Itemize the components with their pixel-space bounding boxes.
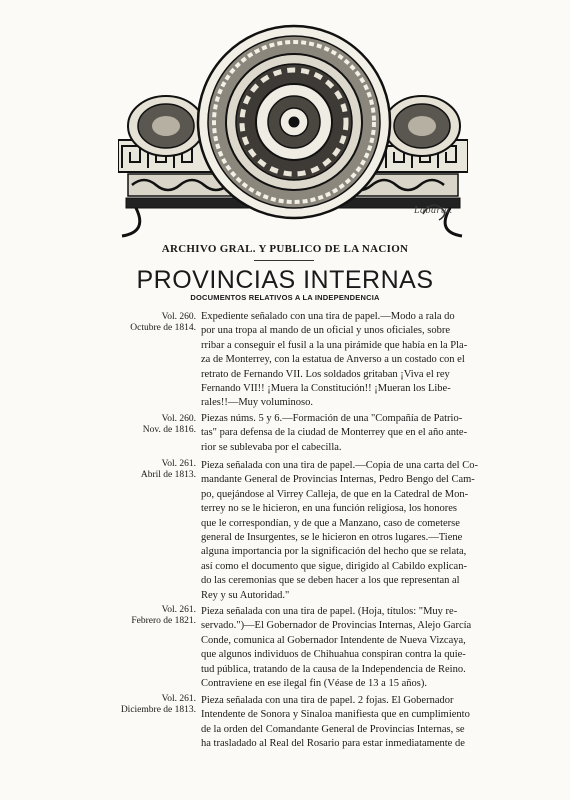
entry-label <box>100 459 196 481</box>
entry-line: Pieza señalada con una tira de papel. 2 fojas. El Gobernador <box>201 695 454 706</box>
entry-text <box>201 459 497 603</box>
entry-line: mandante General de Provincias Internas, Pedro Bengo del Cam- <box>201 474 475 486</box>
entry-line: po, quejándose al Virrey Calleja, de que en la Catedral de Mon- <box>201 488 469 500</box>
entry-line: Intendente de Sonora y Sinaloa manifiesta que en cumplimiento <box>201 709 470 721</box>
entry-volume: Vol. 261. <box>161 694 196 704</box>
entry-line: Conde, comunica al Gobernador Intendente de Nueva Vizcaya, <box>201 634 466 646</box>
entry-date: Diciembre de 1813. <box>120 705 196 715</box>
entry-line: alguna importancia por la significación del hecho que se relata, <box>201 546 467 558</box>
entry-5 <box>100 694 500 756</box>
engraver-signature: Labarta. <box>414 205 453 216</box>
entry-volume: Vol. 260. <box>161 312 196 322</box>
entry-text <box>201 694 497 752</box>
entry-line: tud pública, tratando de la causa de la Independencia de Reino. <box>201 663 466 675</box>
title-divider <box>254 260 314 261</box>
entry-line: rribar a conseguir el fusil a la una pirámide que había en la Pla- <box>201 339 468 351</box>
entry-line: Fernando VII!! ¡Muera la Constitución!! ¡Mueran los Libe- <box>201 383 451 395</box>
page-title: PROVINCIAS INTERNAS <box>136 266 434 294</box>
entry-date: Abril de 1813. <box>140 470 196 480</box>
entry-label <box>100 312 196 334</box>
entry-line: de la orden del Comandante General de Provincias Internas, se <box>201 723 465 735</box>
entry-volume: Vol. 261. <box>161 605 196 615</box>
entry-line: servado.")—El Gobernador de Provincias Internas, Alejo García <box>201 620 472 632</box>
entry-line: terrey no se le hicieron, en una función religiosa, los honores <box>201 503 458 515</box>
entry-line: Contraviene en ese ilegal fin (Véase de 13 a 15 años). <box>201 678 427 690</box>
entry-text <box>201 412 497 455</box>
entry-line: do las ceremonias que se deben hacer a los que representan al <box>201 575 460 587</box>
entry-line: por una tropa al mando de un oficial y unos oficiales, sobre <box>201 325 451 337</box>
archive-title: ARCHIVO GRAL. Y PUBLICO DE LA NACION <box>161 243 409 255</box>
entry-text <box>201 605 497 691</box>
entry-line: Rey y su Autoridad." <box>201 589 290 601</box>
calendar-stone <box>198 26 390 218</box>
entry-text <box>201 310 497 411</box>
entry-line: general de Insurgentes, se le hicieron en otros lugares.—Tiene <box>201 532 463 544</box>
entry-line: que algunos individuos de Chihuahua conspiran contra la quie- <box>201 649 466 661</box>
entry-line: za de Monterrey, con la estatua de Anverso a un costado con el <box>201 354 465 366</box>
entry-date: Nov. de 1816. <box>142 425 196 435</box>
entry-label <box>100 694 196 716</box>
entry-date: Febrero de 1821. <box>131 616 196 626</box>
small-disc-right <box>384 96 460 156</box>
entry-line: rales!!—Muy voluminoso. <box>201 397 313 409</box>
entry-4 <box>100 605 500 695</box>
entry-label <box>100 605 196 627</box>
entry-line: tas" para defensa de la ciudad de Monterrey que en el año ante- <box>201 427 468 439</box>
entry-line: ha trasladado al Real del Rosario para estar inmediatamente de <box>201 738 465 750</box>
small-disc-left <box>128 96 204 156</box>
entry-line: Pieza señalada con una tira de papel.—Copia de una carta del Co- <box>201 460 478 471</box>
entry-date: Octubre de 1814. <box>130 323 196 333</box>
ornamental-engraving <box>118 22 468 252</box>
entry-2 <box>100 412 500 460</box>
entry-line: Pieza señalada con una tira de papel. (Hoja, títulos: "Muy re- <box>201 606 458 617</box>
entry-line: retrato de Fernando VII. Los soldados gritaban ¡Viva el rey <box>201 368 450 380</box>
entry-line: Expediente señalado con una tira de papel.—Modo a rala do <box>201 311 455 322</box>
entry-3 <box>100 459 500 607</box>
entry-line: así como el documento que sigue, dirigido al Cabildo explican- <box>201 560 467 572</box>
entry-volume: Vol. 260. <box>161 414 196 424</box>
entry-1 <box>100 310 500 420</box>
page-subtitle: DOCUMENTOS RELATIVOS A LA INDEPENDENCIA <box>190 293 380 302</box>
entry-line: que le correspondían, y de que a Manzano, caso de cometerse <box>201 517 460 529</box>
entry-line: Piezas núms. 5 y 6.—Formación de una "Compañía de Patrio- <box>201 413 463 424</box>
entry-volume: Vol. 261. <box>161 459 196 469</box>
entry-line: rior se sublevaba por el cabecilla. <box>201 441 342 453</box>
entry-label <box>100 414 196 436</box>
